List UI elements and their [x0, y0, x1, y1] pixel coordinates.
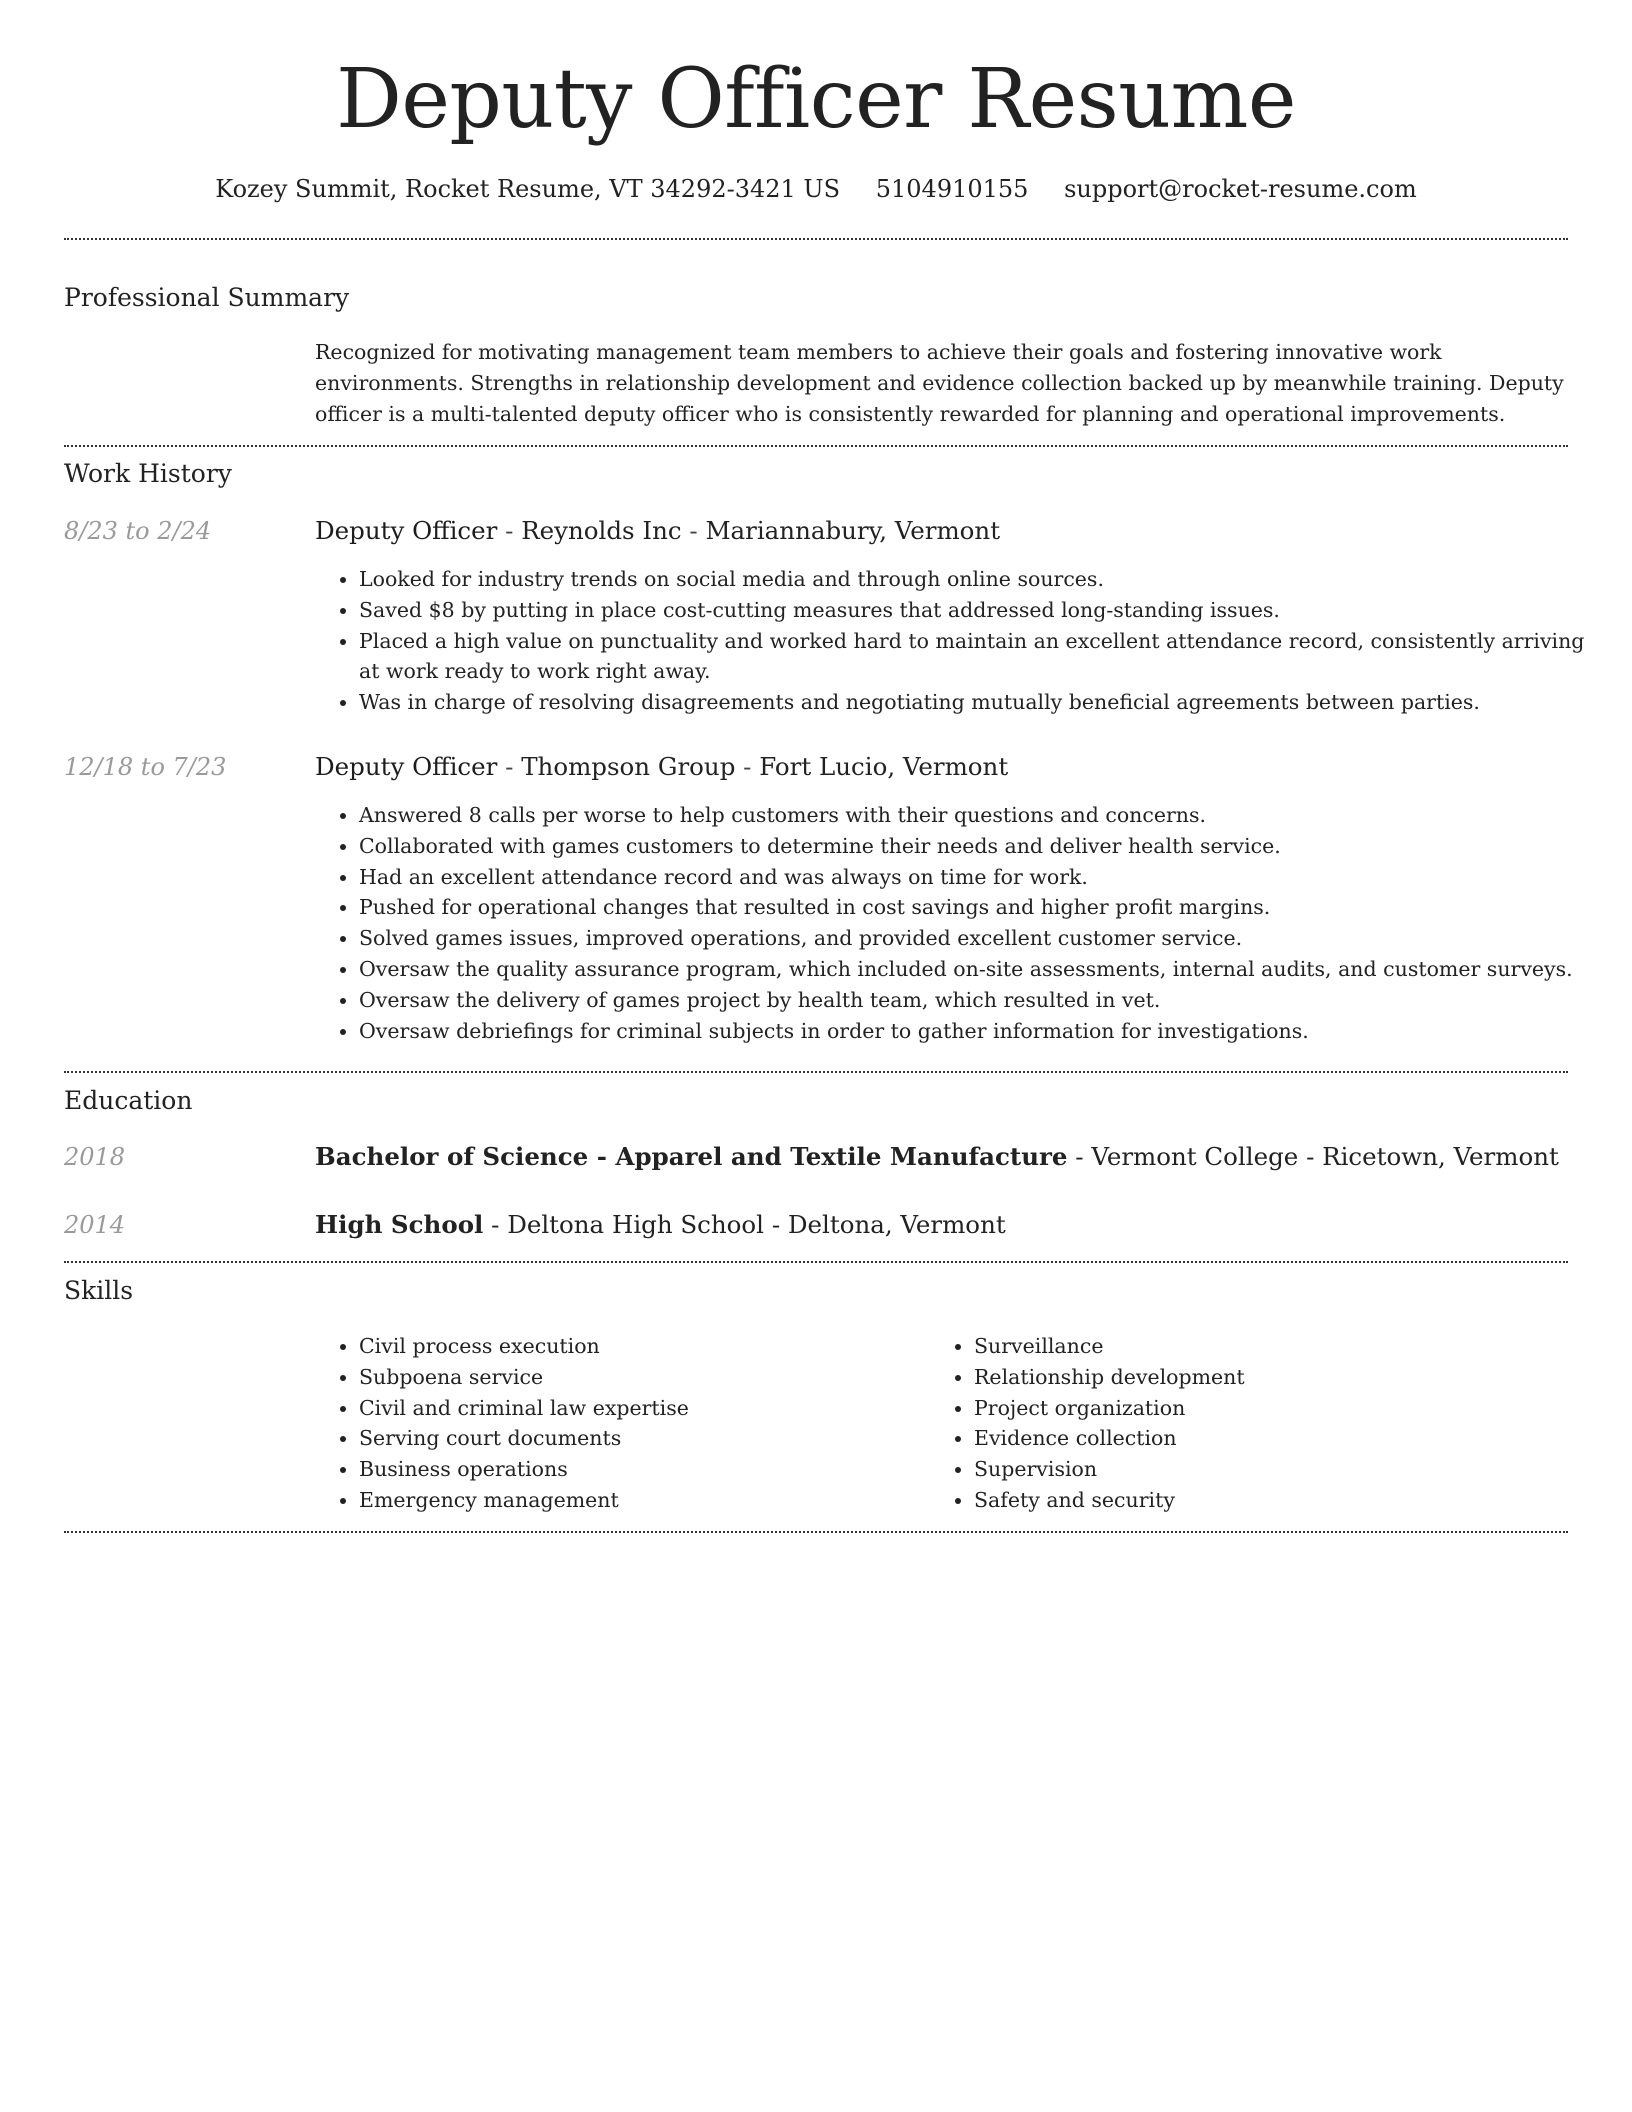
section-divider	[64, 238, 1568, 240]
list-item: • Oversaw the delivery of games project by health team, which resulted in vet.	[359, 985, 1609, 1016]
job-header: Deputy Officer - Reynolds Inc - Mariannabury, Vermont	[315, 516, 1001, 545]
list-item: • Project organization	[974, 1393, 1534, 1424]
job-role: Deputy Officer	[315, 752, 498, 781]
list-item: • Safety and security	[974, 1485, 1534, 1516]
education-school: Vermont College	[1091, 1142, 1299, 1171]
list-item: • Subpoena service	[359, 1362, 919, 1393]
list-item: • Pushed for operational changes that resulted in cost savings and higher profit margins.	[359, 892, 1609, 923]
contact-phone: 5104910155	[875, 175, 1029, 203]
job-company: Reynolds Inc	[521, 516, 682, 545]
list-item: • Evidence collection	[974, 1423, 1534, 1454]
list-item: • Supervision	[974, 1454, 1534, 1485]
education-location: Deltona, Vermont	[787, 1210, 1006, 1239]
education-heading: Education	[64, 1086, 193, 1115]
list-item: • Collaborated with games customers to determine their needs and deliver health service.	[359, 831, 1609, 862]
list-item: • Relationship development	[974, 1362, 1534, 1393]
skills-list-right	[930, 1331, 1534, 1516]
list-item: • Looked for industry trends on social media and through online sources.	[359, 564, 1609, 595]
skills-heading: Skills	[64, 1276, 134, 1305]
section-divider	[64, 1261, 1568, 1263]
contact-line	[64, 170, 1568, 208]
education-degree: High School	[315, 1210, 484, 1239]
summary-text: Recognized for motivating management team members to achieve their goals and fostering innovative work environments. Strengths in relationship development and evidence collection backed up by meanwhile training. Deputy officer is a multi-talented deputy officer who is consistently rewarded for planning and operational improvements.	[315, 340, 1564, 426]
section-divider	[64, 445, 1568, 447]
list-item: • Business operations	[359, 1454, 919, 1485]
list-item: • Serving court documents	[359, 1423, 919, 1454]
work-heading: Work History	[64, 459, 232, 488]
list-item: • Surveillance	[974, 1331, 1534, 1362]
education-entry: Bachelor of Science - Apparel and Textile Manufacture - Vermont College - Ricetown, Vermont	[315, 1142, 1559, 1171]
education-location: Ricetown, Vermont	[1322, 1142, 1559, 1171]
job-company: Thompson Group	[521, 752, 736, 781]
list-item: • Civil process execution	[359, 1331, 919, 1362]
education-degree: Bachelor of Science - Apparel and Textile Manufacture	[315, 1142, 1068, 1171]
job-role: Deputy Officer	[315, 516, 498, 545]
list-item: • Placed a high value on punctuality and worked hard to maintain an excellent attendance record, consistently arriving at work ready to work right away.	[359, 626, 1609, 688]
job-location: Fort Lucio, Vermont	[759, 752, 1009, 781]
summary-heading: Professional Summary	[64, 283, 350, 312]
job-location: Mariannabury, Vermont	[705, 516, 1001, 545]
education-year: 2018	[64, 1143, 126, 1171]
contact-email: support@rocket-resume.com	[1064, 175, 1417, 203]
list-item: • Emergency management	[359, 1485, 919, 1516]
page-title: Deputy Officer Resume	[336, 52, 1296, 147]
job-dates: 12/18 to 7/23	[64, 753, 227, 781]
list-item: • Oversaw the quality assurance program, which included on-site assessments, internal audits, and customer surveys.	[359, 954, 1609, 985]
section-divider	[64, 1531, 1568, 1533]
skills-list-left	[315, 1331, 919, 1516]
job-dates: 8/23 to 2/24	[64, 517, 212, 545]
list-item: • Had an excellent attendance record and was always on time for work.	[359, 862, 1609, 893]
list-item: • Solved games issues, improved operations, and provided excellent customer service.	[359, 923, 1609, 954]
list-item: • Answered 8 calls per worse to help customers with their questions and concerns.	[359, 800, 1609, 831]
section-divider	[64, 1071, 1568, 1073]
list-item: • Civil and criminal law expertise	[359, 1393, 919, 1424]
job-bullets	[315, 564, 1609, 718]
education-school: Deltona High School	[507, 1210, 765, 1239]
list-item: • Was in charge of resolving disagreements and negotiating mutually beneficial agreements between parties.	[359, 687, 1609, 718]
education-entry: High School - Deltona High School - Deltona, Vermont	[315, 1210, 1006, 1239]
contact-address: Kozey Summit, Rocket Resume, VT 34292-3421 US	[215, 175, 841, 203]
list-item: • Saved $8 by putting in place cost-cutting measures that addressed long-standing issues.	[359, 595, 1609, 626]
job-header: Deputy Officer - Thompson Group - Fort Lucio, Vermont	[315, 752, 1009, 781]
list-item: • Oversaw debriefings for criminal subjects in order to gather information for investigations.	[359, 1016, 1609, 1047]
education-year: 2014	[64, 1211, 126, 1239]
job-bullets	[315, 800, 1609, 1046]
